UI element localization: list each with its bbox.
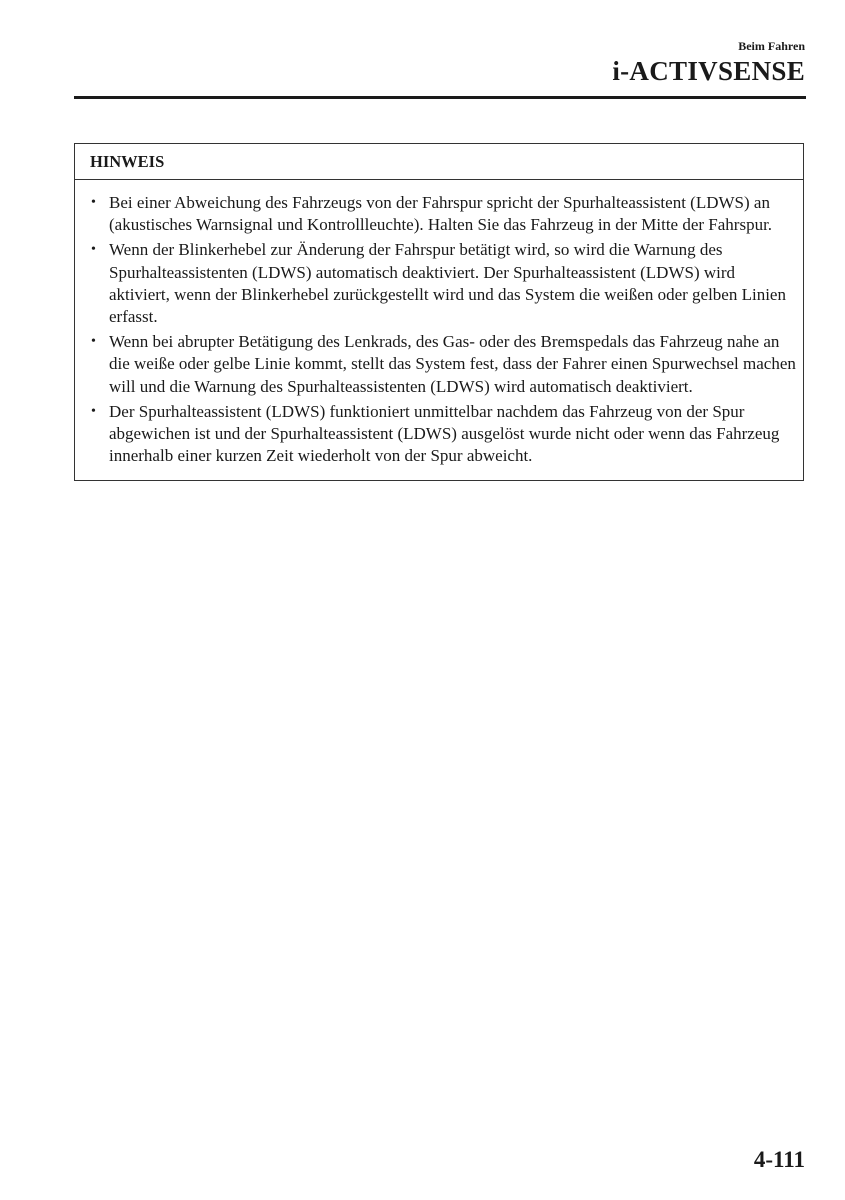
note-item-text: Wenn der Blinkerhebel zur Änderung der Fahrspur betätigt wird, so wird die Warnung des Spurhalteassistenten (LDWS) automatisch deaktiviert. Der Spurhalteassistent (LDWS) wird aktiviert, wenn der Blinkerhebel zurückgestellt wird und das System die weißen oder gelben Linien erfasst. bbox=[109, 240, 786, 327]
bullet-icon: • bbox=[91, 403, 96, 419]
section-label: Beim Fahren bbox=[738, 39, 805, 53]
bullet-icon: • bbox=[91, 334, 96, 350]
chapter-title: i-ACTIVSENSE bbox=[612, 56, 805, 86]
page-number: 4-111 bbox=[753, 1147, 805, 1172]
header-divider bbox=[74, 96, 806, 99]
note-item bbox=[89, 192, 797, 236]
bullet-icon: • bbox=[91, 195, 96, 210]
note-box bbox=[74, 143, 804, 481]
note-item-text: Bei einer Abweichung des Fahrzeugs von der Fahrspur spricht der Spurhalteassistent (LDWS) an (akustisches Warnsignal und Kontrollleuchte). Halten Sie das Fahrzeug in der Mitte der Fahrspur. bbox=[109, 193, 773, 235]
note-item bbox=[89, 401, 797, 468]
bullet-icon: • bbox=[91, 242, 96, 258]
note-item bbox=[89, 239, 797, 328]
note-item-text: Der Spurhalteassistent (LDWS) funktioniert unmittelbar nachdem das Fahrzeug von der Spur abgewichen ist und der Spurhalteassistent (LDWS) ausgelöst wurde nicht oder wenn das Fahrzeug innerhalb einer kurzen Zeit wiederholt von der Spur abweicht. bbox=[109, 401, 780, 466]
note-list bbox=[75, 180, 803, 467]
note-item bbox=[89, 331, 797, 398]
note-heading: HINWEIS bbox=[75, 144, 803, 180]
note-item-text: Wenn bei abrupter Betätigung des Lenkrads, des Gas- oder des Bremspedals das Fahrzeug nahe an die weiße oder gelbe Linie kommt, stellt das System fest, dass der Fahrer einen Spurwechsel machen will und die Warnung des Spurhalteassistenten (LDWS) wird automatisch deaktiviert. bbox=[109, 332, 796, 396]
